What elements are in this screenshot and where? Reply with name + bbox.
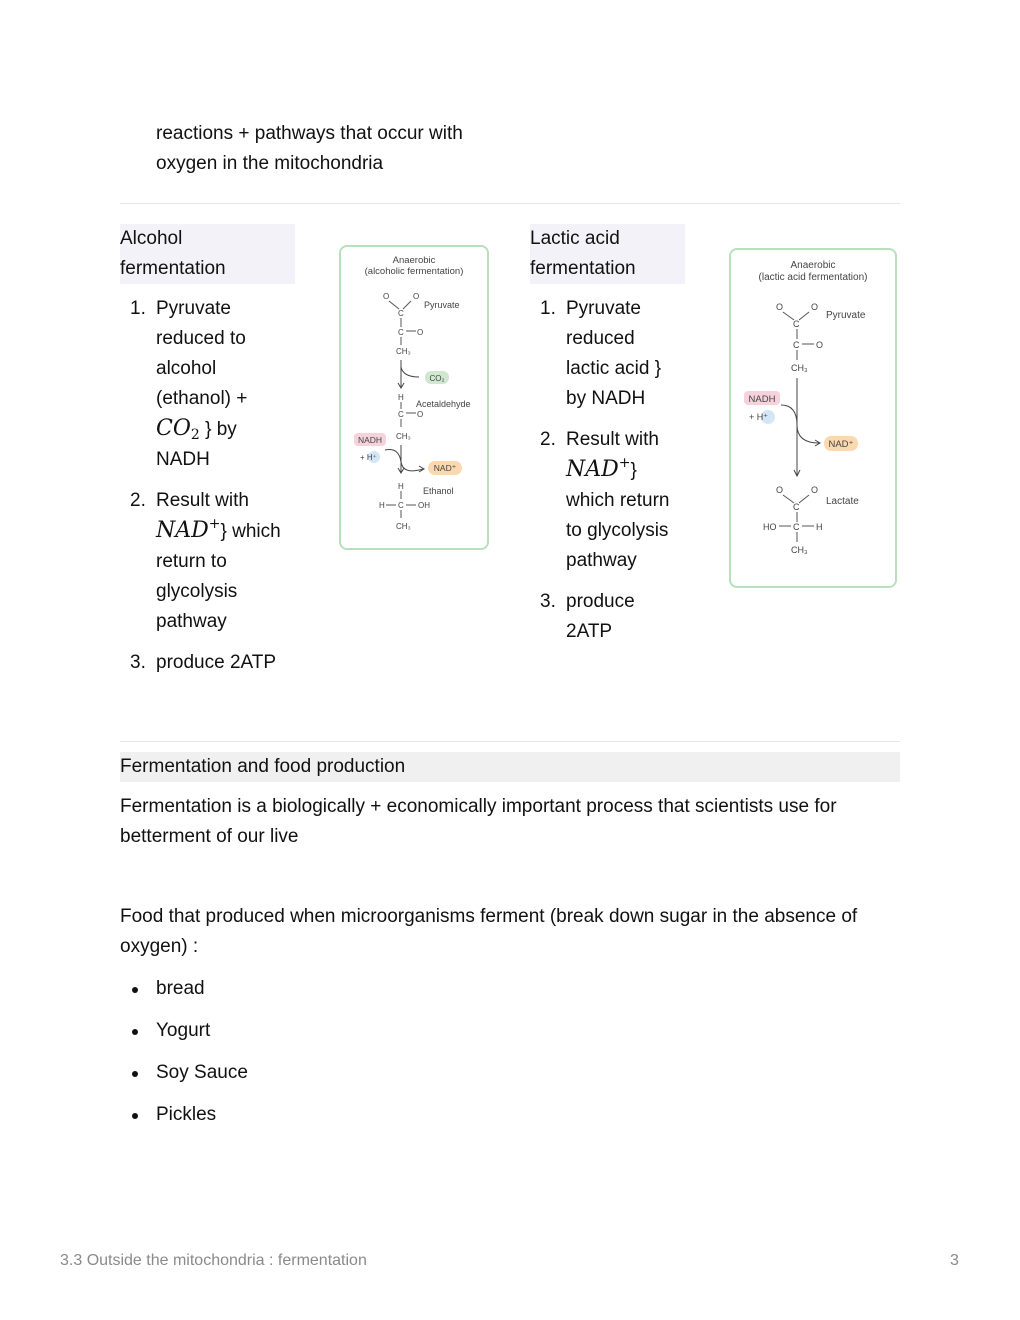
list-number: 2. — [540, 429, 556, 450]
list-item — [120, 648, 305, 678]
step-text: to glycolysis — [566, 520, 669, 541]
step-text: pathway — [566, 550, 637, 571]
list-item — [120, 1016, 248, 1046]
nad-label: NAD⁺ — [433, 463, 457, 473]
step-text: lactic acid } — [566, 358, 662, 379]
figure-title: Anaerobic — [790, 260, 836, 271]
atom-label: CH₃ — [396, 347, 411, 356]
paragraph — [120, 792, 910, 852]
bullet-icon — [132, 987, 138, 993]
atom-label: CH₃ — [396, 432, 411, 441]
footer-title: 3.3 Outside the mitochondria : fermentation — [60, 1252, 367, 1269]
atom-label: O — [811, 302, 819, 312]
figure-title: Anaerobic — [392, 255, 436, 266]
step-text: return to — [156, 551, 227, 572]
step-text: glycolysis — [156, 581, 238, 602]
list-item — [120, 1058, 248, 1088]
food-list — [120, 974, 248, 1142]
math-nad-plus: NAD+ — [566, 455, 631, 482]
pyruvate-label: Pyruvate — [424, 300, 460, 310]
list-number: 1. — [540, 298, 556, 319]
step-text: } — [630, 460, 637, 481]
bond — [799, 312, 809, 320]
atom-label: O — [417, 328, 424, 337]
atom-label: CH₃ — [396, 522, 411, 531]
alcohol-heading-line: Alcohol — [120, 228, 183, 249]
nadh-label: NADH — [357, 435, 383, 445]
atom-label: C — [793, 340, 800, 350]
math-nad-plus: NAD+ — [156, 516, 221, 543]
nadh-arrow — [781, 405, 819, 443]
list-number: 3. — [540, 591, 556, 612]
list-number: 2. — [130, 490, 146, 511]
atom-label: O — [811, 485, 819, 495]
side-arrow — [401, 367, 419, 377]
bullet-icon — [132, 1071, 138, 1077]
atom-label: O — [776, 485, 784, 495]
atom-label: O — [776, 302, 784, 312]
step-text: Pyruvate — [566, 298, 641, 319]
atom-label: O — [383, 292, 390, 301]
divider — [120, 203, 900, 204]
atom-label: C — [398, 501, 404, 510]
section-heading-text: Fermentation and food production — [120, 756, 406, 777]
step-text: reduced — [566, 328, 635, 349]
lactate-label: Lactate — [826, 496, 859, 507]
alcohol-heading-line: fermentation — [120, 258, 226, 279]
atom-label: H — [816, 522, 823, 532]
section-heading — [120, 752, 900, 782]
atom-label: CH₃ — [791, 363, 808, 373]
paragraph-line: betterment of our live — [120, 826, 299, 847]
lactic-heading-line: Lactic acid — [530, 228, 620, 249]
bond — [389, 301, 399, 309]
bullet-icon — [132, 1113, 138, 1119]
step-math-line — [156, 414, 305, 445]
atom-label: C — [793, 502, 800, 512]
list-number: 1. — [130, 298, 146, 319]
food-item: Yogurt — [156, 1020, 211, 1041]
step-text: Pyruvate — [156, 298, 231, 319]
step-text: by NADH — [566, 388, 646, 409]
step-text: Result with — [156, 490, 249, 511]
alcoholic-fermentation-svg — [341, 247, 487, 548]
step-text: (ethanol) + — [156, 388, 248, 409]
lactic-fermentation-svg — [731, 250, 895, 586]
list-number: 3. — [130, 652, 146, 673]
step-text: produce — [566, 591, 635, 612]
atom-label: C — [793, 319, 800, 329]
list-item — [530, 294, 700, 414]
atom-label: O — [413, 292, 420, 301]
hplus-label: + H⁺ — [360, 453, 377, 462]
list-item — [530, 425, 700, 576]
step-text: alcohol — [156, 358, 217, 379]
bullet-icon — [132, 1029, 138, 1035]
divider — [120, 741, 900, 742]
atom-label: C — [793, 522, 800, 532]
step-text: 2ATP — [566, 621, 613, 642]
atom-label: H — [398, 482, 404, 491]
ethanol-label: Ethanol — [423, 486, 454, 496]
figure-subtitle: (alcoholic fermentation) — [364, 266, 464, 277]
figure-subtitle: (lactic acid fermentation) — [758, 272, 868, 283]
lactic-steps — [530, 294, 700, 658]
atom-label: CH₃ — [791, 545, 808, 555]
list-item — [120, 486, 305, 637]
atom-label: C — [398, 309, 404, 318]
lactic-fermentation-diagram — [729, 248, 897, 588]
atom-label: H — [379, 501, 385, 510]
bond — [799, 495, 809, 503]
bond — [403, 301, 411, 309]
step-text: reduced to — [156, 328, 246, 349]
paragraph-line: oxygen) : — [120, 936, 199, 957]
hplus-label: + H⁺ — [749, 412, 769, 422]
atom-label: O — [417, 410, 424, 419]
alcohol-heading — [120, 224, 295, 284]
paragraph-line: Fermentation is a biologically + economically important process that scientists use for — [120, 796, 837, 817]
acetaldehyde-label: Acetaldehyde — [416, 399, 471, 409]
list-item — [120, 294, 305, 475]
pyruvate-label: Pyruvate — [826, 310, 866, 321]
food-item: Soy Sauce — [156, 1062, 248, 1083]
list-item — [120, 974, 248, 1004]
co2-label: CO₂ — [429, 374, 445, 383]
nadh-arrow — [385, 450, 423, 471]
step-math-line — [156, 516, 305, 547]
nad-label: NAD⁺ — [828, 439, 854, 450]
step-text: which return — [566, 490, 670, 511]
alcohol-steps — [120, 294, 305, 689]
food-item: Pickles — [156, 1104, 217, 1125]
atom-label: C — [398, 410, 404, 419]
nadh-label: NADH — [748, 394, 776, 405]
step-text: Result with — [566, 429, 659, 450]
intro-line: reactions + pathways that occur with — [156, 123, 463, 144]
step-text: } which — [220, 521, 281, 542]
step-text: NADH — [156, 449, 210, 470]
alcoholic-fermentation-diagram — [339, 245, 489, 550]
atom-label: HO — [763, 522, 777, 532]
intro-line: oxygen in the mitochondria — [156, 153, 384, 174]
step-text: pathway — [156, 611, 227, 632]
list-item — [120, 1100, 248, 1130]
math-co2: $CO_2$ — [156, 416, 200, 443]
atom-label: C — [398, 328, 404, 337]
lactic-heading-line: fermentation — [530, 258, 636, 279]
paragraph — [120, 902, 910, 962]
atom-label: H — [398, 393, 404, 402]
atom-label: OH — [418, 501, 430, 510]
step-text: produce 2ATP — [156, 652, 277, 673]
paragraph-line: Food that produced when microorganisms ferment (break down sugar in the absence of — [120, 906, 858, 927]
list-item — [530, 587, 700, 647]
page-number: 3 — [950, 1252, 959, 1269]
food-item: bread — [156, 978, 205, 999]
lactic-heading — [530, 224, 685, 284]
step-math-line — [566, 455, 700, 486]
atom-label: O — [816, 340, 824, 350]
intro-text — [156, 119, 516, 179]
step-text: } by — [199, 419, 237, 440]
